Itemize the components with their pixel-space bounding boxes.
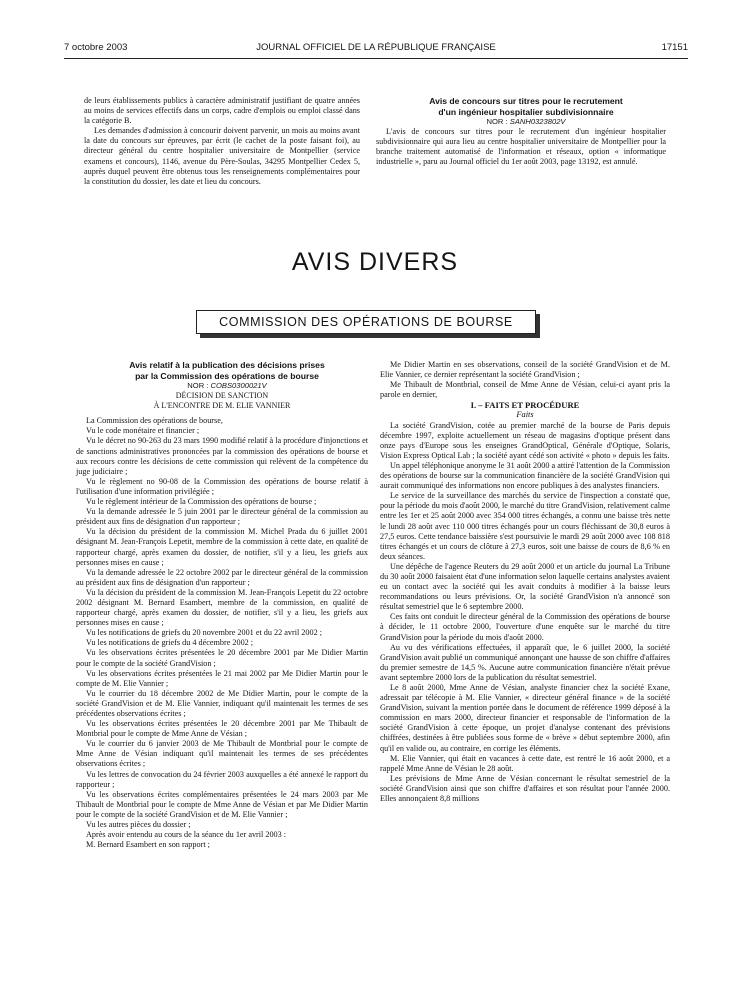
notice-title: d'un ingénieur hospitalier subdivisionnaire (438, 106, 614, 117)
nor-label: NOR : (187, 381, 209, 390)
paragraph: de leurs établissements publics à caractère administratif justifiant de quatre années au moins de services effectifs dans un corps, cadre d'emplois ou emploi classé dans la catégorie B. (84, 96, 360, 126)
paragraph: M. Bernard Esambert en son rapport ; (86, 840, 210, 850)
paragraph: La société GrandVision, cotée au premier marché de la bourse de Paris depuis décembre 1997, exploite actuellement un réseau de magasins d'optique présent dans onze pays d'Europe sous les enseignes GrandOptical, Générale d'Optique, Solaris, Vision Express Optical Lab ; la société ayant cédé son activité « photo » depuis les faits. (380, 420, 670, 460)
paragraph: Les demandes d'admission à concourir doivent parvenir, un mois au moins avant la date du concours sur épreuves, par écrit (le cachet de la poste faisant foi), au directeur général du centre hospitalier universitaire de Montpellier (service examens et concours), 1146, avenue du Père-Soulas, 34295 Montpellier Cedex 5, auprès duquel peuvent être obtenus tous les renseignements complémentaires pour la constitution du dossier, les date et lieu du concours. (84, 126, 360, 186)
paragraph: Vu les autres pièces du dossier ; (86, 820, 191, 830)
left-column (76, 360, 368, 850)
paragraph: La Commission des opérations de bourse, (86, 416, 223, 426)
paragraph: Vu les notifications de griefs du 4 décembre 2002 ; (86, 638, 254, 648)
paragraph: Vu le décret no 90-263 du 23 mars 1990 modifié relatif à la procédure d'injonctions et de sanctions administratives prononcées par la commission des opérations de bourse et aux recours contre les décisions de cette commission qui relèvent de la compétence du juge judiciaire ; (76, 436, 368, 476)
top-left-column (84, 96, 360, 187)
boxed-heading: COMMISSION DES OPÉRATIONS DE BOURSE (196, 310, 536, 334)
nor-code: SANH0323802V (509, 117, 566, 126)
paragraph: Vu le courrier du 18 décembre 2002 de Me Didier Martin, pour le compte de la société GrandVision et de M. Elie Vannier, indiquant qu'il maintenait les termes de ses précédentes observations écrites ; (76, 688, 368, 718)
nor-reference (76, 381, 368, 391)
paragraph: Me Thibault de Montbrial, conseil de Mme Anne de Vésian, celui-ci ayant pris la parole en dernier, (380, 380, 670, 400)
paragraph: Le service de la surveillance des marchés du service de l'inspection a constaté que, pour la période du mois d'août 2000, le marché du titre GrandVision, relativement calme entre les 1er et 25 août 2000 avec 354 000 titres échangés, a connu une baisse très nette le lundi 28 août avec 110 000 titres échangés pour un cours fléchissant de 30,8 euros à 27,5 euros. Cette tendance baissière s'est poursuivie le mardi 29 août 2000 avec 108 818 titres échangés et un cours de clôture à 27,3 euros, soit une baisse de cours de 8,6 % en deux séances. (380, 491, 670, 561)
paragraph: Vu le règlement intérieur de la Commission des opérations de bourse ; (86, 497, 317, 507)
section-heading: AVIS DIVERS (291, 248, 459, 276)
header-rule (64, 58, 688, 59)
section-title: I. – FAITS ET PROCÉDURE (470, 400, 580, 411)
paragraph: Vu les observations écrites présentées le 20 décembre 2001 par Me Thibault de Montbrial pour le compte de Mme Anne de Vésian ; (76, 719, 368, 739)
paragraph: Vu les lettres de convocation du 24 février 2003 auxquelles a été annexé le rapport du rapporteur ; (76, 769, 368, 789)
paragraph: Au vu des vérifications effectuées, il apparaît que, le 6 juillet 2000, la société GrandVision avait publié un communiqué annonçant une hausse de son chiffre d'affaires du premier semestre de 14,5 %. Aucune autre communication financière n'était prévue avant septembre 2000 lors de la publication du résultat semestriel. (380, 642, 670, 682)
right-column (380, 360, 670, 804)
paragraph: Le 8 août 2000, Mme Anne de Vésian, analyste financier chez la société Exane, adressait par télécopie à M. Elie Vannier, « directeur général finance » de la société GrandVision, suivant la mention portée dans le document de référence 1999 déposé à la commission en mars 2000, directeur financier et responsable de l'information de la société GrandVision à cette époque, un projet d'analyse contenant des prévisions chiffrées, destinées à être publiées sous forme de « brève » début septembre 2000, afin qu'il en valide ou, au contraire, en corrige les éléments. (380, 683, 670, 753)
decision-subheading: À L'ENCONTRE DE M. ELIE VANNIER (153, 401, 291, 411)
paragraph: Après avoir entendu au cours de la séance du 1er avril 2003 : (86, 830, 287, 840)
paragraph: Vu les observations écrites présentées le 21 mai 2002 par Me Didier Martin pour le compte de M. Elie Vannier ; (76, 668, 368, 688)
nor-reference (376, 117, 666, 127)
decision-heading: DÉCISION DE SANCTION (175, 391, 269, 401)
page-header (64, 42, 688, 56)
notice-title: Avis relatif à la publication des décisions prises (129, 360, 325, 370)
paragraph: Vu la demande adressée le 5 juin 2001 par le directeur général de la commission au président aux fins de désignation d'un rapporteur ; (76, 507, 368, 527)
paragraph: Me Didier Martin en ses observations, conseil de la société GrandVision et de M. Elie Vannier, ce dernier représentant la société GrandVision ; (380, 360, 670, 380)
paragraph: Les prévisions de Mme Anne de Vésian concernant le résultat semestriel de la société GrandVision ainsi que son chiffre d'affaires et son résultat pour l'année 2000. Elles annonçaient 8,8 millions (380, 773, 670, 804)
paragraph: Vu la décision du président de la commission M. Michel Prada du 6 juillet 2001 désignant M. Jean-François Lepetit, membre de la commission à cette date, en qualité de rapporteur chargé, après examen du dossier, de notifier, s'il y a lieu, les griefs aux personnes mises en cause ; (76, 527, 368, 567)
header-journal-title: JOURNAL OFFICIEL DE LA RÉPUBLIQUE FRANÇAISE (256, 42, 496, 53)
header-page-number: 17151 (661, 42, 688, 53)
notice-title: par la Commission des opérations de bourse (135, 370, 319, 381)
paragraph: Vu les notifications de griefs du 20 novembre 2001 et du 22 avril 2002 ; (86, 628, 322, 638)
paragraph: Vu le règlement no 90-08 de la Commission des opérations de bourse relatif à l'utilisation d'une information privilégiée ; (76, 476, 368, 496)
paragraph: Vu les observations écrites présentées le 20 décembre 2001 par Me Didier Martin pour le compte de la société GrandVision ; (76, 648, 368, 668)
paragraph: Vu le code monétaire et financier ; (86, 426, 200, 436)
paragraph: Une dépêche de l'agence Reuters du 29 août 2000 et un article du journal La Tribune du 30 août 2000 faisaient état d'une information selon laquelle certains analystes avaient eu un contact avec la société qui les avait conduits à modifier à la baisse leurs recommandations ou leurs prévisions. Or, la société GrandVision n'a annoncé son résultat semestriel que le 6 septembre 2000. (380, 561, 670, 612)
nor-label: NOR : (486, 117, 508, 126)
nor-code: COBS0300021V (210, 381, 267, 390)
subsection-title: Faits (516, 410, 534, 420)
paragraph: Ces faits ont conduit le directeur général de la Commission des opérations de bourse à décider, le 11 octobre 2000, l'ouverture d'une enquête sur le marché du titre GrandVision pour la période du mois d'août 2000. (380, 612, 670, 642)
top-right-column (376, 96, 666, 167)
paragraph: M. Elie Vannier, qui était en vacances à cette date, est rentré le 16 août 2000, et a rappelé Mme Anne de Vésian le 28 août. (380, 753, 670, 773)
paragraph: Un appel téléphonique anonyme le 31 août 2000 a attiré l'attention de la Commission des opérations de bourse sur la communication financière de la société GrandVision qui aurait communiqué des informations non encore publiques à des analystes financiers. (380, 460, 670, 491)
header-date: 7 octobre 2003 (64, 42, 128, 53)
paragraph: Vu la décision du président de la commission M. Jean-François Lepetit du 22 octobre 2002 désignant M. Bernard Esambert, membre de la commission, en qualité de rapporteur chargé, après examen du dossier, de notifier, s'il y a lieu, les griefs aux personnes mises en cause ; (76, 587, 368, 628)
paragraph: Vu la demande adressée le 22 octobre 2002 par le directeur général de la commission au président aux fins de désignation d'un rapporteur ; (76, 567, 368, 587)
boxed-heading-frame (196, 310, 536, 334)
notice-title: Avis de concours sur titres pour le recrutement (429, 96, 623, 106)
paragraph: Vu les observations écrites complémentaires présentées le 24 mars 2003 par Me Thibault de Montbrial pour le compte de Mme Anne de Vésian et par Me Didier Martin pour le compte de la société GrandVision et de M. Elie Vannier ; (76, 789, 368, 819)
paragraph: L'avis de concours sur titres pour le recrutement d'un ingénieur hospitalier subdivisionnaire qui aura lieu au centre hospitalier universitaire de Montpellier pour la branche traitement automatisé de l'information et réseaux, option « informatique industrielle », paru au Journal officiel du 1er août 2003, page 13192, est annulé. (376, 127, 666, 167)
paragraph: Vu le courrier du 6 janvier 2003 de Me Thibault de Montbrial pour le compte de Mme Anne de Vésian indiquant qu'il maintenait les termes de ses précédentes observations écrites ; (76, 739, 368, 769)
